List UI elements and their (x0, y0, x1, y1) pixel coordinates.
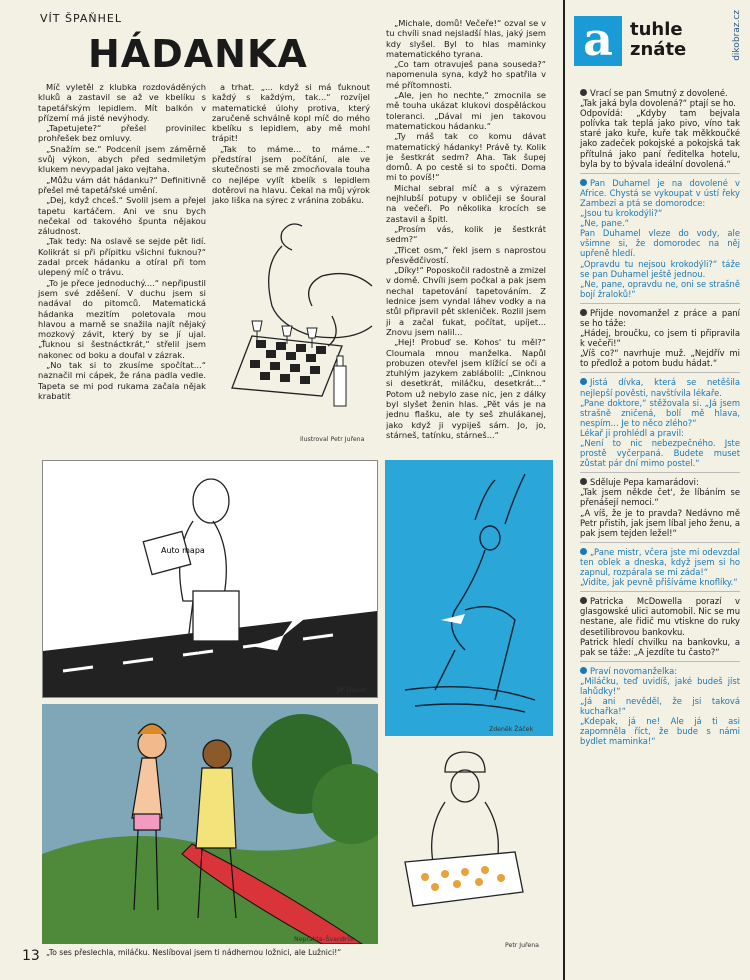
joke-line: Přijde novomanžel z práce a paní se ho táže: (580, 307, 740, 328)
bullet-icon (580, 309, 587, 316)
bullet-icon (580, 89, 587, 96)
joke-item (580, 88, 740, 169)
joke-item (580, 377, 740, 468)
paragraph: „Tak tedy: Na oslavě se sejde pět lidí. Kolikrát si při přípitku všichni ťuknou?“ zadal prcek hádanku a otíral při tom ulepený míč o trávu. (38, 236, 206, 278)
joke-separator (580, 542, 740, 543)
joke-separator (580, 661, 740, 662)
bullet-icon (580, 597, 587, 604)
bullet-icon (580, 478, 587, 485)
paragraph: Míč vyletěl z klubka rozdováděných kluků a zastavil se až ve kbelíku s tapetářským lepidlem. Mít balkón v přízemí má jisté nevýhody. (38, 82, 206, 123)
cartoon-caption: „To ses přeslechla, miláčku. Neslíboval jsem ti nádhernou ložnici, ale Lužnici!“ (46, 948, 342, 957)
illustration-wading-woman (385, 460, 553, 736)
joke-item (580, 596, 740, 657)
joke-line: „Já ani nevěděl, že jsi taková kuchařka!“ (580, 696, 740, 717)
paragraph: „To je přece jednoduchý....“ nepřipustil jsem své zděšení. V duchu jsem si nadával do pitomců. Matematická hádanka mezitím poletovala mou hlavou a marně se snažila najít nějaký mozkový závit, který by se jí ujal. „Ťuknou si šestnáctkrát,“ střelil jsem nakonec od boku a doufal v zázrak. (38, 277, 206, 360)
paragraph: „Tak to máme... to máme...“ předstíral jsem počítání, ale ve skutečnosti se mě zmocňovala touha co nejlépe vylít kbelík s lepidlem dotěrovi na hlavu. Čekal na můj výrok jako liška na sýrec z vránina zobáku. (212, 143, 370, 206)
paragraph: Michal sebral míč a s výrazem nejhlubší potupy v obličeji se šoural na večeři. Po několika krocích se zastavil a špitl. (386, 182, 546, 224)
joke-line: „A víš, že je to pravda? Nedávno mě Petr přistih, jak jsem líbal jeho ženu, a pak jsem tejden ležel!“ (580, 507, 740, 538)
jokes-list (580, 88, 740, 751)
bullet-icon (580, 667, 587, 674)
tuhle-znate-logo: a (574, 16, 622, 66)
paragraph: „Třicet osm,“ řekl jsem s naprostou přesvědčivostí. (386, 244, 546, 265)
joke-line: Jistá dívka, která se netěšila nejlepší pověsti, navštívila lékaře. (580, 377, 740, 398)
chef-drawing (385, 742, 553, 942)
joke-separator (580, 472, 740, 473)
joke-line: „Miláčku, teď uvidíš, jaké budeš jíst lahůdky!“ (580, 675, 740, 696)
sidebar-heading (630, 20, 686, 60)
paragraph: a trhat. „... když si má ťuknout každý s každým, tak...“ rozvíjel matematické úlohy protiva, který zaručeně schválně kopl míč do mého kbelíku s lepidlem, aby mě mohl trápit! (212, 82, 370, 144)
illustration-road-map-reader (42, 460, 378, 698)
paragraph: „No tak si to zkusíme spočítat...“ naznačil mi cápek, že rána padla vedle. Tapeta se mi pod rukama začala nějak krabatit (38, 360, 206, 401)
wading-woman-drawing (385, 460, 553, 736)
joke-line: „Ne, pane.“ (580, 218, 629, 229)
road-drawing (43, 461, 377, 697)
joke-line: Sděluje Pepa kamarádovi: (590, 477, 699, 488)
joke-line: Odpovídá: „Kdyby tam bejvala polívka tak teplá jako pivo, víno tak staré jako kuře, kuře tak měkkoučké jako zadeček pokojské a pokojská tak přítulná jako paní ředitelka hotelu, byla by to bývala ideální dovolená.“ (580, 108, 740, 169)
joke-item (580, 178, 740, 299)
joke-line: „Ne, pane, opravdu ne, oni se strašně bojí žraloků!“ (580, 278, 740, 299)
article-column-1 (38, 82, 206, 401)
paragraph: „Díky!“ Poposkočil radostně a zmizel v domě. Chvíli jsem počkal a pak jsem nechal tapetování tapetováním. Z lednice jsem vyndal láhev vodky a na stůl připravil pět skleniček. Rozlil jsem ji a začal ťukat, počítat, upíjet... Znovu jsem nalil... (386, 265, 546, 337)
paragraph: „Dej, když chceš.“ Svolil jsem a přejel tapetu kartáčem. Ani ve snu bych nečekal od takového špunta nějakou záludnost. (38, 195, 206, 237)
illustrator-credit: Neprakta–Švandrlík (294, 936, 355, 943)
joke-line: Patricka McDowella porazí v glasgowské ulici automobil. Nic se mu nestane, ale řidič mu vtiskne do ruky desetilibrovou bankovku. (580, 596, 740, 637)
joke-line: „Tak jaká byla dovolená?“ ptají se ho. (580, 98, 736, 109)
watermark: dikobraz.cz (732, 10, 742, 61)
illustration-canoe-couple (42, 704, 378, 944)
illustrator-credit: Jiří Daniel (337, 687, 367, 694)
paragraph: „Michale, domů! Večeře!“ ozval se v tu chvíli snad nejsladší hlas, jaký jsem kdy slyšel. Byl to hlas maminky matematického tyrana. (386, 18, 546, 59)
page-number: 13 (22, 948, 40, 964)
illustrator-credit: Zdeněk Žáček (489, 726, 534, 733)
joke-line: „Pane mistr, včera jste mi odevzdal ten oblek a dneska, když jsem si ho zapnul, rozpárala se mi záda!“ (580, 546, 740, 578)
chess-drinker-drawing (212, 216, 374, 434)
article-author: VÍT ŠPAŇHEL (40, 12, 123, 25)
joke-line: Lékař ji prohlédl a pravil: (580, 427, 684, 438)
joke-line: „Jsou tu krokodýli?“ (580, 208, 663, 219)
sidebar-heading-line-2: znáte (630, 39, 687, 60)
bullet-icon (580, 548, 587, 555)
illustration-chess-drinker (212, 216, 374, 446)
paragraph: „Snažím se.“ Podceníl jsem záměrně svůj výkon, abych před sedmiletým klukem nevypadal jako vejtaha. (38, 143, 206, 175)
paragraph: „Hej! Probuď se. Kohos' tu měl?“ Cloumala mnou manželka. Napůl probuzen otevřel jsem klížící se oči a ztuhlým jazykem zablábolil: „Cinknou si desetkrát, miláčku, desetkrát...“ Potom už nebylo zase nic, jen z dálky byl slyšet ženin hlas. „Pět vás je na jednu flašku, ale ty seš zhulákanej, jako když ji vypiješ sám. Jo, jo, stárneš, tatínku, stárneš...“ (386, 337, 546, 440)
joke-line: „Kdepak, já ne! Ale já ti asi zapomněla říct, že bude s námi bydlet maminka!“ (580, 716, 740, 747)
joke-line: „Hádej, broučku, co jsem ti připravila k večeři!“ (580, 328, 740, 349)
joke-item (580, 477, 740, 538)
paragraph: „Můžu vám dát hádanku?“ Definitivně přešel mé tapetářské umění. (38, 174, 206, 195)
bullet-icon (580, 179, 587, 186)
paragraph: „Ty máš tak co komu dávat matematický hádanky! Právě ty. Kolik je šestkrát sedm? Aha. Tak šupej domů. A po cestě si to spočti. Doma mi to povíš!“ (386, 131, 546, 183)
joke-line: „Není to nic nebezpečného. Jste prostě vyčerpaná. Budete muset zůstat pár dní mimo postel.“ (580, 438, 740, 469)
joke-line: Patrick hledí chvilku na bankovku, a pak se táže: „A jezdíte tu často?“ (580, 636, 740, 657)
paragraph: „Prosím vás, kolik je šestkrát sedm?“ (386, 223, 546, 245)
illustrator-credit: Ilustroval Petr Juřena (300, 436, 365, 443)
joke-line: Vrací se pan Smutný z dovolené. (590, 88, 728, 98)
joke-line: „Víš co?“ navrhuje muž. „Nejdřív mi to předlož a potom budu hádat.“ (580, 348, 740, 369)
paragraph: „Co tam otravuješ pana souseda?“ napomenula syna, když ho spatřila v mé přítomnosti. (386, 59, 546, 90)
bullet-icon (580, 378, 587, 385)
paragraph: „Ale, jen ho nechte,“ zmocnila se mě touha ukázat klukovi dospěláckou toleranci. „Dával mi jen takovou matematickou hádanku.“ (386, 90, 546, 131)
joke-separator (580, 372, 740, 373)
joke-line: Pan Duhamel je na dovolené v Africe. Chystá se vykoupat v ústí řeky Zambezi a ptá se domorodce: (580, 177, 740, 208)
joke-separator (580, 173, 740, 174)
joke-line: „Opravdu tu nejsou krokodýli?“ táže se pan Duhamel ještě jednou. (580, 258, 740, 279)
book-title: Auto mapa (161, 546, 205, 555)
joke-separator (580, 591, 740, 592)
joke-line: Pan Duhamel vleze do vody, ale všimne si, že domorodec na něj upřeně hledí. (580, 228, 740, 259)
joke-item (580, 666, 740, 747)
illustrator-credit: Petr Juřena (505, 942, 539, 949)
joke-item (580, 547, 740, 587)
article-column-2 (212, 82, 370, 206)
joke-line: „Pane doktore,“ stěžovala si. „Já jsem strašně zničená, bolí mě hlava, nespím... Je to něco zlého?“ (580, 397, 740, 428)
article-column-3 (386, 18, 546, 451)
joke-line: „Tak jsem někde čet', že líbáním se přenášejí nemoci.“ (580, 487, 740, 508)
canoe-couple-drawing (42, 704, 378, 944)
joke-line: Praví novomanželka: (590, 665, 678, 676)
column-divider (563, 0, 565, 980)
joke-line: „Vidíte, jak pevně přišíváme knoflíky.“ (580, 577, 738, 588)
joke-item (580, 308, 740, 369)
illustration-chef-tray (385, 742, 553, 952)
joke-separator (580, 303, 740, 304)
sidebar-heading-line-1: tuhle (630, 19, 683, 40)
paragraph: „Tapetujete?“ přešel provinilec prohřešek bez omluvy. (38, 123, 206, 144)
article-title: HÁDANKA (88, 32, 308, 76)
